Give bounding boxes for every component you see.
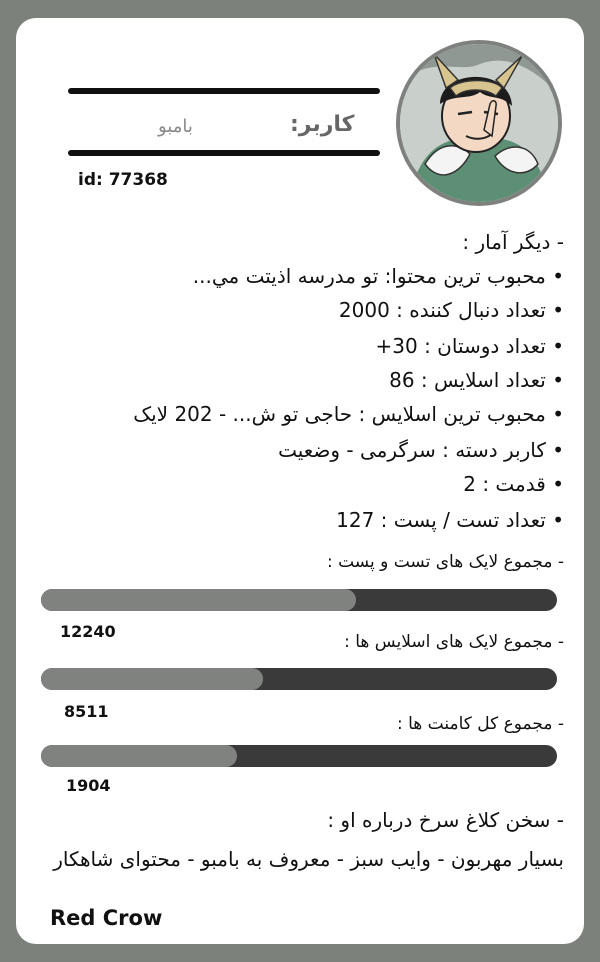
stat-item: • قدمت : 2 <box>463 472 564 496</box>
stat-item: • محبوب ترین اسلایس : حاجی تو ش... - 202 لایک <box>133 402 564 426</box>
user-name: بامبو <box>158 116 193 137</box>
comments-bar-fill <box>41 745 237 767</box>
avatar <box>396 40 562 206</box>
comments-bar <box>41 745 557 767</box>
likes-slices-bar <box>41 668 557 690</box>
about-text: بسیار مهربون - وایب سبز - معروف به بامبو - محتوای شاهکار <box>53 847 564 871</box>
stat-item: • تعداد دنبال کننده : 2000 <box>338 298 564 322</box>
avatar-illustration <box>400 44 558 202</box>
likes-tests-value: 12240 <box>60 622 116 641</box>
header-bottom-line <box>68 150 380 156</box>
header-top-line <box>68 88 380 94</box>
stat-item: • کاربر دسته : سرگرمی - وضعیت <box>278 438 564 462</box>
stat-item: • تعداد اسلایس : 86 <box>389 368 564 392</box>
likes-tests-bar-fill <box>41 589 356 611</box>
likes-slices-value: 8511 <box>64 702 109 721</box>
likes-tests-bar <box>41 589 557 611</box>
comments-label: - مجموع کل کامنت ها : <box>396 714 564 734</box>
user-id: id: 77368 <box>78 170 168 190</box>
stats-title: - دیگر آمار : <box>462 230 564 254</box>
likes-tests-label: - مجموع لایک های تست و پست : <box>326 552 564 572</box>
about-title: - سخن کلاغ سرخ درباره او : <box>327 808 564 832</box>
likes-slices-bar-fill <box>41 668 263 690</box>
likes-slices-label: - مجموع لایک های اسلایس ها : <box>344 632 564 652</box>
stat-item: • تعداد تست / پست : 127 <box>336 508 564 532</box>
signature: Red Crow <box>50 906 163 930</box>
stat-item: • تعداد دوستان : 30+ <box>375 334 564 358</box>
stat-item: • محبوب ترین محتوا: تو مدرسه اذیتت مي... <box>192 264 564 288</box>
user-label: کاربر: <box>290 112 355 137</box>
comments-value: 1904 <box>66 776 111 795</box>
